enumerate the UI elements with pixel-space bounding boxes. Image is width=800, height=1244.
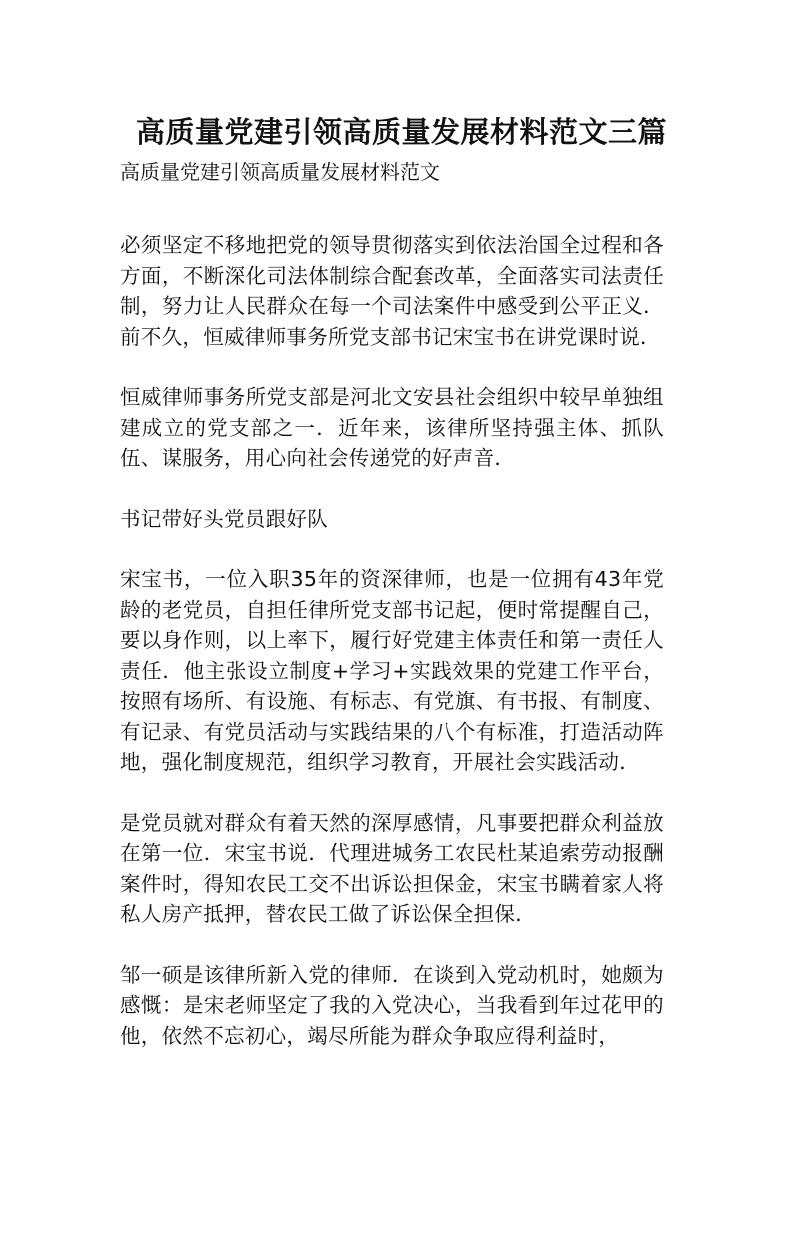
document-page: [0, 112, 800, 1244]
paragraph-1: 必须坚定不移地把党的领导贯彻落实到依法治国全过程和各方面，不断深化司法体制综合配套改革，全面落实司法责任制，努力让人民群众在每一个司法案件中感受到公平正义．前不久，恒威律师事务所党支部书记宋宝书在讲党课时说．: [120, 233, 664, 349]
paragraph-3: 宋宝书，一位入职35年的资深律师，也是一位拥有43年党龄的老党员，自担任律所党支部书记起，便时常提醒自己，要以身作则，以上率下，履行好党建主体责任和第一责任人责任．他主张设立制度+学习+实践效果的党建工作平台，按照有场所、有设施、有标志、有党旗、有书报、有制度、有记录、有党员活动与实践结果的八个有标准，打造活动阵地，强化制度规范，组织学习教育，开展社会实践活动．: [120, 567, 664, 774]
paragraph-5: 邹一硕是该律所新入党的律师．在谈到入党动机时，她颇为感慨：是宋老师坚定了我的入党决心，当我看到年过花甲的他，依然不忘初心，竭尽所能为群众争取应得利益时，: [120, 962, 664, 1048]
document-subtitle: 高质量党建引领高质量发展材料范文: [120, 160, 440, 184]
section-heading: 书记带好头党员跟好队: [120, 506, 328, 531]
paragraph-2: 恒威律师事务所党支部是河北文安县社会组织中较早单独组建成立的党支部之一．近年来，该律所坚持强主体、抓队伍、谋服务，用心向社会传递党的好声音．: [120, 385, 664, 470]
document-title: 高质量党建引领高质量发展材料范文三篇: [136, 115, 668, 149]
paragraph-4: 是党员就对群众有着天然的深厚感情，凡事要把群众利益放在第一位．宋宝书说．代理进城务工农民杜某追索劳动报酬案件时，得知农民工交不出诉讼担保金，宋宝书瞒着家人将私人房产抵押，替农民工做了诉讼保全担保．: [120, 810, 664, 926]
